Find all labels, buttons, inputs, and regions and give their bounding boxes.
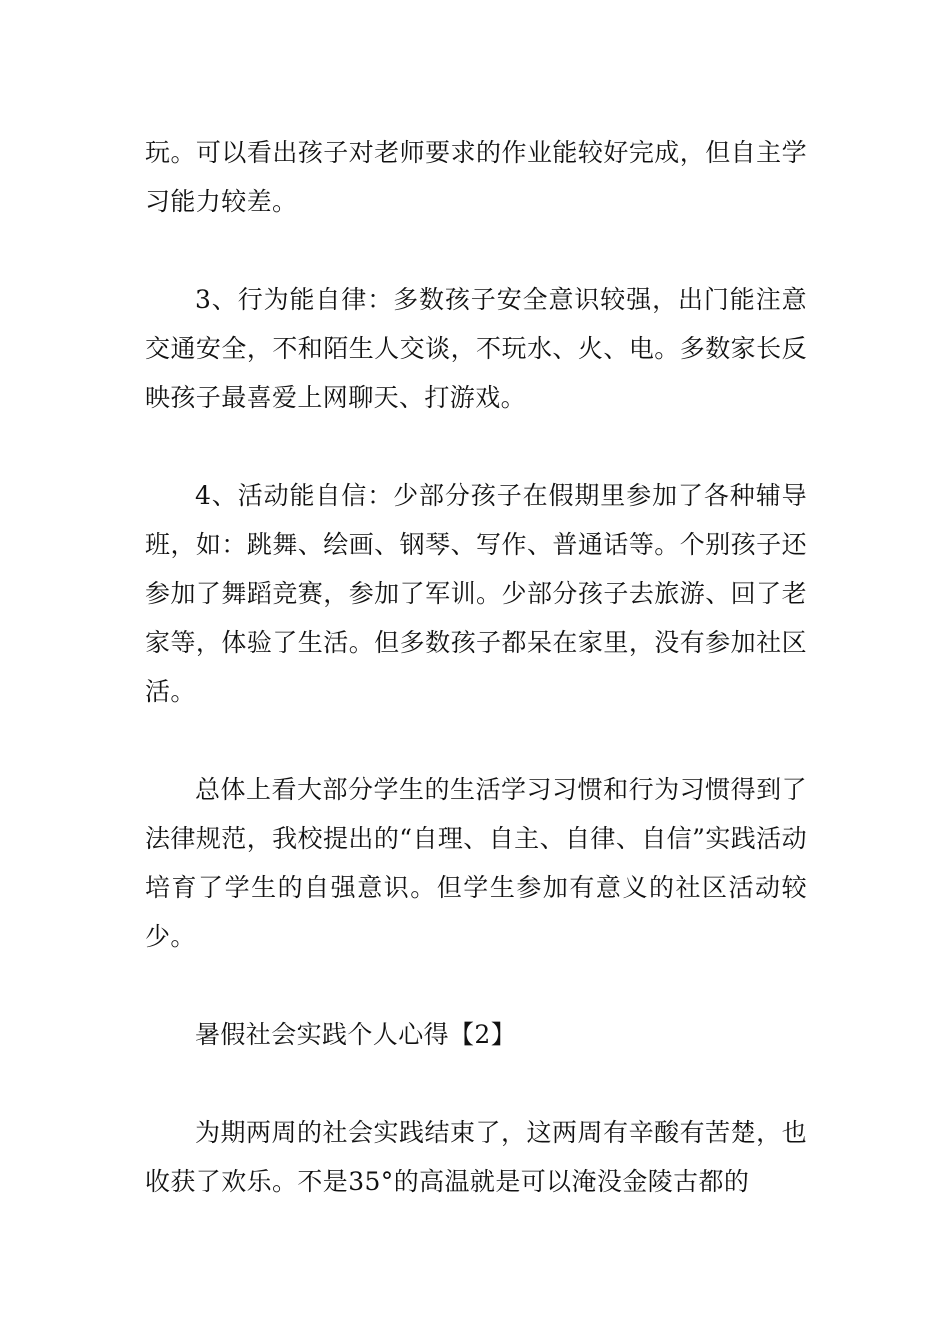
paragraph-behavior-self-discipline: 3、行为能自律：多数孩子安全意识较强，出门能注意交通安全，不和陌生人交谈，不玩水、火、电。多数家长反映孩子最喜爱上网聊天、打游戏。	[145, 285, 807, 412]
paragraph-continuation: 玩。可以看出孩子对老师要求的作业能较好完成，但自主学习能力较差。	[145, 138, 807, 216]
paragraph-activity-self-confidence: 4、活动能自信：少部分孩子在假期里参加了各种辅导班，如：跳舞、绘画、钢琴、写作、普通话等。个别孩子还参加了舞蹈竞赛，参加了军训。少部分孩子去旅游、回了老家等，体验了生活。但多数孩子都呆在家里，没有参加社区活。	[145, 481, 807, 706]
section-heading: 暑假社会实践个人心得【2】	[195, 1020, 517, 1049]
paragraph-overall-summary: 总体上看大部分学生的生活学习习惯和行为习惯得到了法律规范，我校提出的“自理、自主、自律、自信”实践活动培育了学生的自强意识。但学生参加有意义的社区活动较少。	[145, 775, 807, 951]
document-body	[145, 128, 807, 1255]
paragraph-practice-intro: 为期两周的社会实践结束了，这两周有辛酸有苦楚，也收获了欢乐。不是35°的高温就是可以淹没金陵古都的	[145, 1118, 807, 1196]
